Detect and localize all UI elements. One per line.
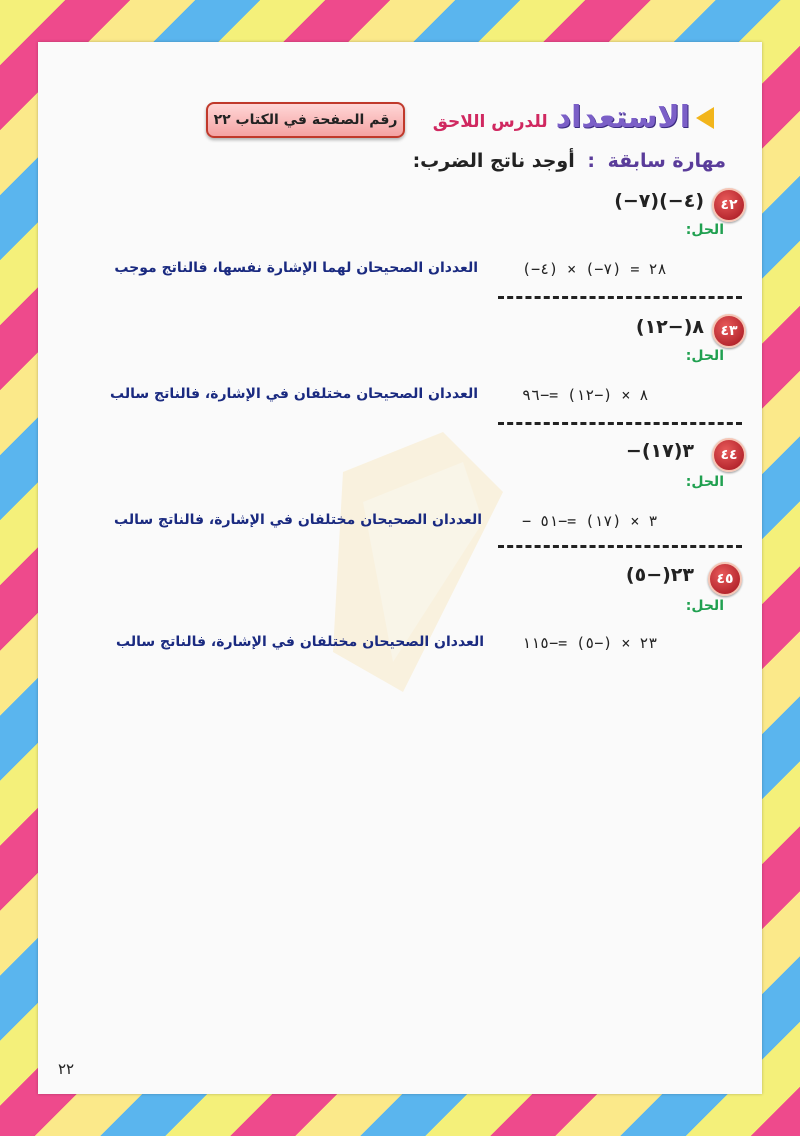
problem-expression: ٢٣(−٥) xyxy=(625,564,694,586)
solution-equation: (−٤) × (−٧) = ٢٨ xyxy=(522,260,667,278)
solution-note: العددان الصحيحان مختلفان في الإشارة، فالناتج سالب xyxy=(114,512,482,528)
skill-heading xyxy=(413,150,726,172)
problem-number-badge: ٤٢ xyxy=(712,188,746,222)
solution-note: العددان الصحيحان مختلفان في الإشارة، فالناتج سالب xyxy=(116,634,484,650)
dashed-separator xyxy=(498,422,742,425)
solution-equation: ٢٣ × (−٥) =−١١٥ xyxy=(522,634,658,652)
solution-label: الحل: xyxy=(685,598,724,614)
triangle-arrow-icon xyxy=(696,107,714,129)
solution-label: الحل: xyxy=(685,222,724,238)
solution-note: العددان الصحيحان لهما الإشارة نفسها، فالناتج موجب xyxy=(114,260,478,276)
skill-task: أوجد ناتج الضرب: xyxy=(412,150,575,172)
problem-expression: −٣(١٧) xyxy=(625,440,694,462)
problem-number-badge: ٤٤ xyxy=(712,438,746,472)
solution-equation: ٨ × (−١٢) =−٩٦ xyxy=(522,386,649,404)
problem-number-badge: ٤٣ xyxy=(712,314,746,348)
solution-label: الحل: xyxy=(685,474,724,490)
brand-title: الاستعداد xyxy=(555,100,690,135)
page-number: ٢٢ xyxy=(58,1060,75,1078)
problem-number-badge: ٤٥ xyxy=(708,562,742,596)
worksheet-page xyxy=(38,42,762,1094)
book-watermark-icon xyxy=(323,412,523,712)
solution-label: الحل: xyxy=(685,348,724,364)
book-page-reference-badge: رقم الصفحة في الكتاب ٢٢ xyxy=(206,102,405,138)
problem-expression: (−٧)(−٤) xyxy=(614,190,704,212)
dashed-separator xyxy=(498,545,742,548)
brand-subtitle: للدرس اللاحق xyxy=(432,111,548,132)
lesson-header xyxy=(433,100,714,135)
dashed-separator xyxy=(498,296,742,299)
solution-equation: − ٣ × (١٧) =−٥١ xyxy=(522,512,658,530)
problem-expression: ٨(−١٢) xyxy=(635,316,704,338)
skill-title: مهارة سابقة xyxy=(607,150,726,172)
skill-colon: : xyxy=(587,150,595,172)
solution-note: العددان الصحيحان مختلفان في الإشارة، فالناتج سالب xyxy=(110,386,478,402)
